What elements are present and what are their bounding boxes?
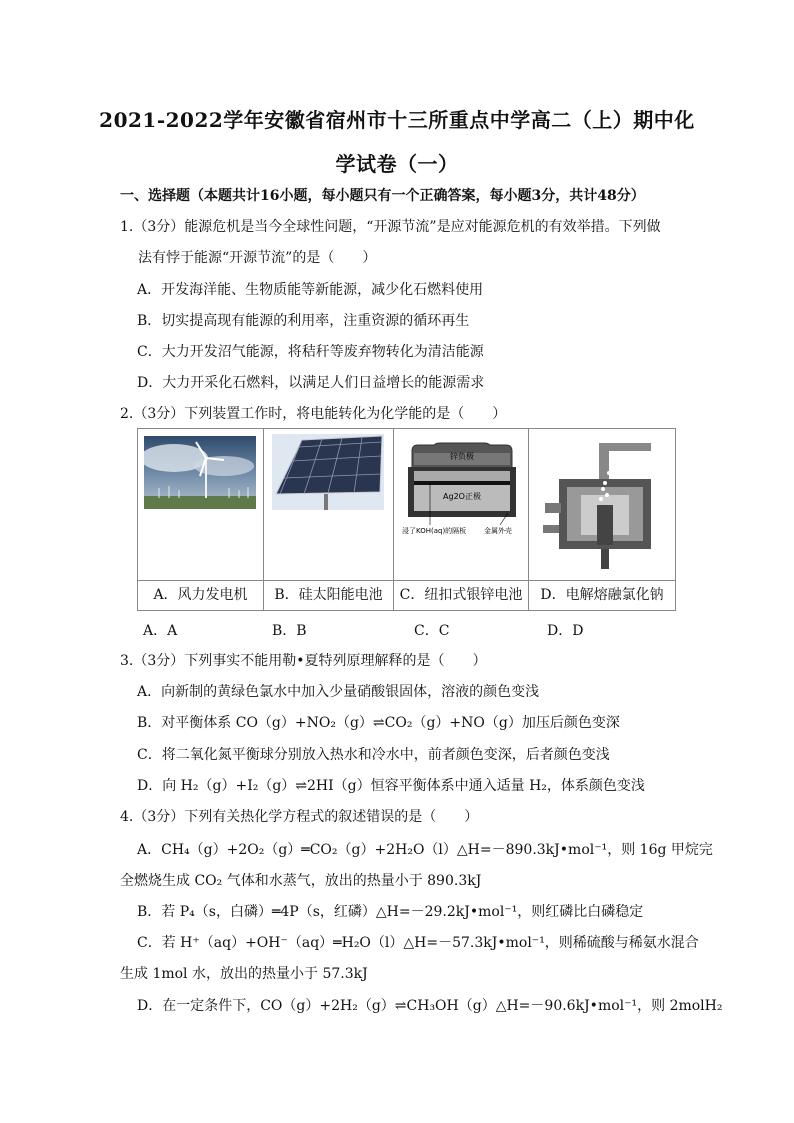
battery-label-ag2o: Ag2O正极: [443, 492, 481, 501]
q3-option-d: D．向 H₂（g）+I₂（g）⇌2HI（g）恒容平衡体系中通入适量 H₂，体系颜色变浅: [137, 778, 645, 794]
button-battery-diagram: [400, 437, 524, 537]
caption-a: A．风力发电机: [153, 587, 248, 603]
q1-option-d: D．大力开采化石燃料，以满足人们日益增长的能源需求: [137, 375, 485, 391]
battery-label-zinc: 锌负极: [450, 452, 474, 461]
q2-choice-b: B．B: [272, 623, 307, 639]
battery-label-separator: 浸了KOH(aq)的隔板: [402, 527, 467, 535]
battery-label-shell: 金属外壳: [484, 527, 512, 535]
page-title-line2: 学试卷（一）: [335, 152, 459, 176]
q2-cell-b: [264, 429, 394, 610]
q1-option-b: B．切实提高现有能源的利用率，注重资源的循环再生: [137, 313, 470, 329]
q4-stem: 4.（3分）下列有关热化学方程式的叙述错误的是（ ）: [120, 809, 479, 825]
q4-option-d: D．在一定条件下，CO（g）+2H₂（g）⇌CH₃OH（g）△H=－90.6kJ•mol⁻¹，则 2molH₂: [137, 998, 723, 1014]
wind-turbine-image: [144, 436, 256, 509]
q2-choice-a: A．A: [143, 623, 178, 639]
q4-option-b: B．若 P₄（s，白磷）═4P（s，红磷）△H=－29.2kJ•mol⁻¹，则红磷比白磷稳定: [137, 904, 644, 920]
q1-option-c: C．大力开发沼气能源，将秸秆等废弃物转化为清洁能源: [137, 344, 484, 360]
q2-choice-d: D．D: [547, 623, 584, 639]
q4-option-c-line1: C．若 H⁺（aq）+OH⁻（aq）═H₂O（l）△H=－57.3kJ•mol⁻¹，则稀硫酸与稀氨水混合: [137, 935, 699, 951]
caption-b: B．硅太阳能电池: [274, 587, 383, 603]
q3-stem: 3.（3分）下列事实不能用勒•夏特列原理解释的是（ ）: [120, 653, 487, 669]
q3-option-c: C．将二氧化氮平衡球分别放入热水和冷水中，前者颜色变深，后者颜色变浅: [137, 747, 610, 763]
q2-device-table: [137, 428, 676, 611]
q2-cell-a: [138, 429, 264, 610]
caption-d: D．电解熔融氯化钠: [540, 587, 664, 603]
q1-stem-line2: 法有悖于能源“开源节流”的是（ ）: [138, 250, 377, 266]
section-heading: 一、选择题（本题共计16小题，每小题只有一个正确答案，每小题3分，共计48分）: [120, 188, 645, 204]
caption-c: C．纽扣式银锌电池: [399, 587, 523, 603]
electrolysis-cell-diagram: [537, 433, 667, 573]
q3-option-b: B．对平衡体系 CO（g）+NO₂（g）⇌CO₂（g）+NO（g）加压后颜色变深: [137, 715, 620, 731]
q2-cell-d: [529, 429, 675, 610]
q4-option-c-line2: 生成 1mol 水，放出的热量小于 57.3kJ: [120, 966, 368, 982]
page-title-line1: 2021-2022学年安徽省宿州市十三所重点中学高二（上）期中化: [99, 108, 695, 132]
q1-option-a: A．开发海洋能、生物质能等新能源，减少化石燃料使用: [137, 282, 484, 298]
q1-stem-line1: 1.（3分）能源危机是当今全球性问题，“开源节流”是应对能源危机的有效举措。下列做: [120, 219, 661, 235]
solar-panel-image: [272, 434, 384, 510]
q3-option-a: A．向新制的黄绿色氯水中加入少量硝酸银固体，溶液的颜色变浅: [137, 684, 540, 700]
q4-option-a-line2: 全燃烧生成 CO₂ 气体和水蒸气，放出的热量小于 890.3kJ: [120, 873, 482, 889]
q2-choice-c: C．C: [414, 623, 450, 639]
q4-option-a-line1: A．CH₄（g）+2O₂（g）═CO₂（g）+2H₂O（l）△H=－890.3kJ•mol⁻¹，则 16g 甲烷完: [137, 842, 713, 858]
q2-cell-c: [394, 429, 529, 610]
q2-stem: 2.（3分）下列装置工作时，将电能转化为化学能的是（ ）: [120, 406, 507, 422]
